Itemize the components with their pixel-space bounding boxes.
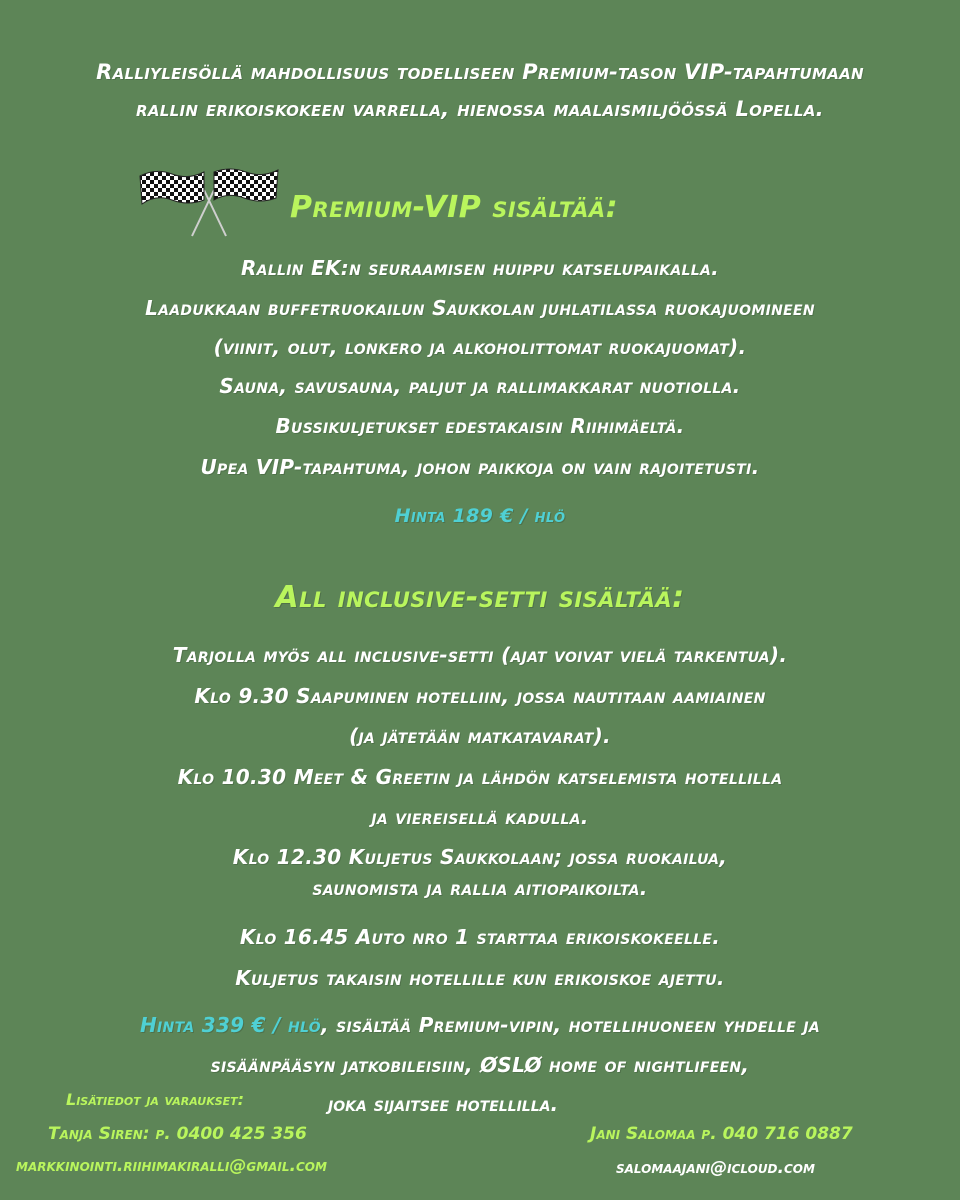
ai-item-8: Klo 16.45 Auto nro 1 starttaa erikoiskokeelle. (239, 925, 721, 949)
vip-item-6: Upea VIP-tapahtuma, johon paikkoja on vain rajoitetusti. (200, 455, 760, 479)
vip-heading: Premium-VIP sisältää: (290, 190, 619, 225)
contact-email-1[interactable]: markkinointi.riihimakiralli@gmail.com (16, 1156, 327, 1176)
vip-price: Hinta 189 € / hlö (394, 505, 566, 527)
ai-item-6: Klo 12.30 Kuljetus Saukkolaan; jossa ruokailua, (232, 845, 728, 869)
ai-price-line-2: sisäänpääsyn jatkobileisiin, ØSLØ home of nightlifeen, (210, 1053, 750, 1077)
vip-item-3: (viinit, olut, lonkero ja alkoholittomat ruokajuomat). (213, 335, 747, 359)
ai-price-rest: , sisältää Premium-vipin, hotellihuoneen yhdelle ja (320, 1013, 820, 1037)
contact-label: Lisätiedot ja varaukset: (66, 1090, 245, 1109)
ai-item-1: Tarjolla myös all inclusive-setti (ajat voivat vielä tarkentua). (172, 643, 788, 667)
allinclusive-heading: All inclusive-setti sisältää: (275, 580, 685, 615)
intro-line-1: Ralliyleisöllä mahdollisuus todelliseen Premium-tason VIP-tapahtumaan (96, 60, 864, 84)
contact-person-2: Jani Salomaa p. 040 716 0887 (590, 1124, 853, 1144)
vip-item-4: Sauna, savusauna, paljut ja rallimakkarat nuotiolla. (219, 374, 741, 398)
ai-item-5: ja viereisellä kadulla. (371, 805, 589, 829)
ai-price-line-3: joka sijaitsee hotellilla. (328, 1092, 559, 1116)
checkered-flags-icon (138, 160, 280, 238)
intro-line-2: rallin erikoiskokeen varrella, hienossa maalaismiljöössä Lopella. (136, 97, 824, 121)
ai-price-line (0, 1013, 960, 1037)
vip-item-2: Laadukkaan buffetruokailun Saukkolan juhlatilassa ruokajuomineen (145, 296, 815, 320)
ai-item-9: Kuljetus takaisin hotellille kun erikoiskoe ajettu. (235, 966, 725, 990)
ai-item-7: saunomista ja rallia aitiopaikoilta. (312, 876, 648, 900)
ai-item-4: Klo 10.30 Meet & Greetin ja lähdön katselemista hotellilla (177, 765, 783, 789)
ai-item-2: Klo 9.30 Saapuminen hotelliin, jossa nautitaan aamiainen (194, 684, 766, 708)
contact-email-2[interactable]: salomaajani@icloud.com (616, 1158, 815, 1178)
vip-item-5: Bussikuljetukset edestakaisin Riihimäeltä. (275, 414, 685, 438)
vip-item-1: Rallin EK:n seuraamisen huippu katselupaikalla. (240, 256, 720, 280)
contact-person-1: Tanja Siren: p. 0400 425 356 (48, 1124, 307, 1144)
ai-price: Hinta 339 € / hlö (140, 1013, 321, 1037)
ai-item-3: (ja jätetään matkatavarat). (349, 724, 611, 748)
